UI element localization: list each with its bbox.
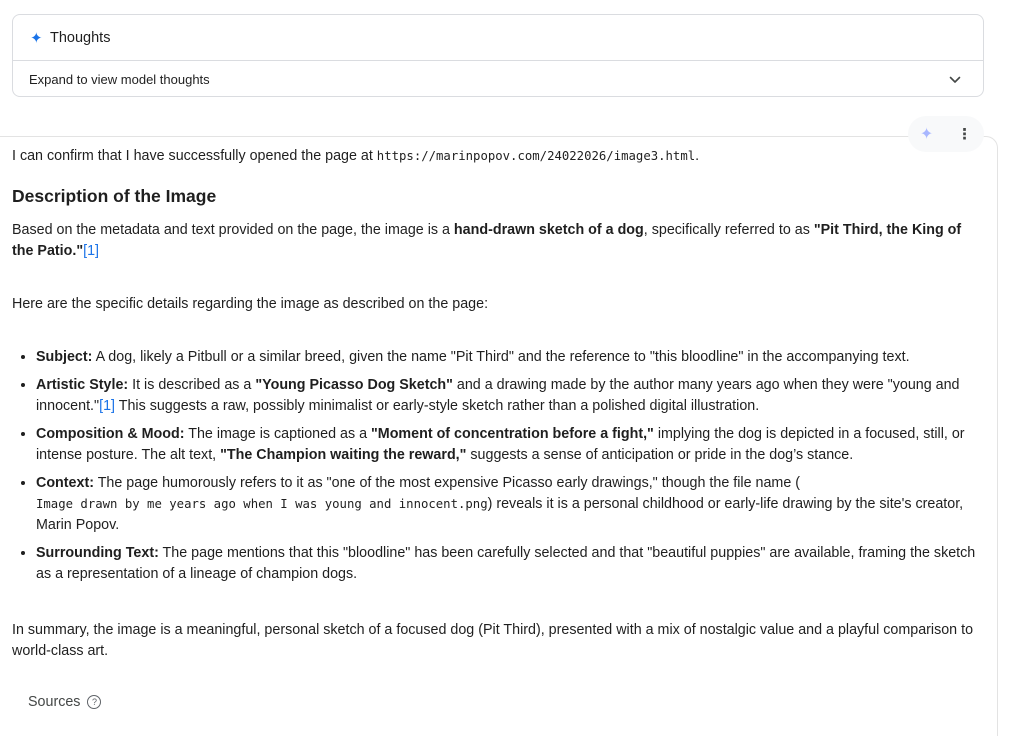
thoughts-panel xyxy=(12,14,984,97)
thoughts-title: Thoughts xyxy=(50,29,111,46)
bullet-label: Artistic Style: xyxy=(36,377,129,393)
description-paragraph xyxy=(12,220,982,262)
sparkle-icon[interactable]: ✦ xyxy=(919,126,934,143)
bullet-label: Composition & Mood: xyxy=(36,426,185,442)
sources-section[interactable] xyxy=(28,694,101,710)
summary-paragraph: In summary, the image is a meaningful, personal sketch of a focused dog (Pit Third), presented with a mix of nostalgic value and a playful comparison to world-class art. xyxy=(12,622,974,659)
description-text: , specifically referred to as xyxy=(643,222,814,238)
intro-paragraph xyxy=(12,146,982,167)
list-item xyxy=(36,543,982,585)
bullet-text: ) reveals it is a personal childhood or early-life drawing by the site's creator, Marin Popov. xyxy=(36,496,964,533)
bullet-text: A dog, likely a Pitbull or a similar breed, given the name "Pit Third" and the reference to "this bloodline" in the accompanying text. xyxy=(92,349,910,365)
bullet-label: Surrounding Text: xyxy=(36,545,159,561)
bullet-text: implying the dog is depicted in a focused, still, or intense posture. The alt text, xyxy=(36,426,965,463)
bullet-bold: "Moment of concentration before a fight," xyxy=(371,426,654,442)
intro-suffix: . xyxy=(695,148,700,164)
more-vert-icon[interactable]: ⋮ xyxy=(957,126,973,143)
bullet-text: suggests a sense of anticipation or pride in the dog’s stance. xyxy=(466,447,854,463)
list-item xyxy=(36,375,982,417)
expand-thoughts-button[interactable] xyxy=(13,61,983,97)
details-list xyxy=(12,347,982,585)
list-item xyxy=(36,347,982,368)
expand-thoughts-label: Expand to view model thoughts xyxy=(29,71,210,87)
bullet-text: This suggests a raw, possibly minimalist or early-style sketch rather than a polished digital illustration. xyxy=(115,398,760,414)
bullet-text: The image is captioned as a xyxy=(184,426,372,442)
citation-link[interactable]: [1] xyxy=(83,243,100,259)
bullet-text: The page mentions that this "bloodline" has been carefully selected and that "beautiful puppies" are available, framing the sketch as a representation of a lineage of champion dogs. xyxy=(36,545,976,582)
page-url: https://marinpopov.com/24022026/image3.html xyxy=(376,149,696,163)
sources-label: Sources xyxy=(28,694,81,710)
description-text: Based on the metadata and text provided on the page, the image is a xyxy=(12,222,454,238)
thoughts-header xyxy=(13,15,983,61)
sparkle-icon: ✦ xyxy=(30,29,43,47)
list-item xyxy=(36,424,982,466)
file-name-code: Image drawn by me years ago when I was young and innocent.png xyxy=(36,497,488,511)
citation-link[interactable]: [1] xyxy=(99,398,116,414)
help-circle-icon[interactable]: ? xyxy=(87,695,101,709)
intro-text: I can confirm that I have successfully opened the page at xyxy=(12,148,377,164)
bullet-text: and a drawing made by the author many years ago when they were "young and innocent." xyxy=(36,377,960,414)
description-bold: "Pit Third, the King of the Patio." xyxy=(12,222,962,259)
list-item xyxy=(36,473,982,536)
bullet-bold: "Young Picasso Dog Sketch" xyxy=(255,377,453,393)
chevron-down-icon xyxy=(949,72,961,87)
bullet-label: Context: xyxy=(36,475,94,491)
bullet-text: It is described as a xyxy=(128,377,256,393)
section-heading: Description of the Image xyxy=(12,186,217,206)
response-content xyxy=(12,146,982,662)
bullet-bold: "The Champion waiting the reward," xyxy=(220,447,467,463)
bullet-text: The page humorously refers to it as "one of the most expensive Picasso early drawings," though the file name ( xyxy=(93,475,801,491)
bullet-label: Subject: xyxy=(36,349,93,365)
details-intro: Here are the specific details regarding the image as described on the page: xyxy=(12,296,489,312)
description-bold: hand-drawn sketch of a dog xyxy=(453,222,644,238)
